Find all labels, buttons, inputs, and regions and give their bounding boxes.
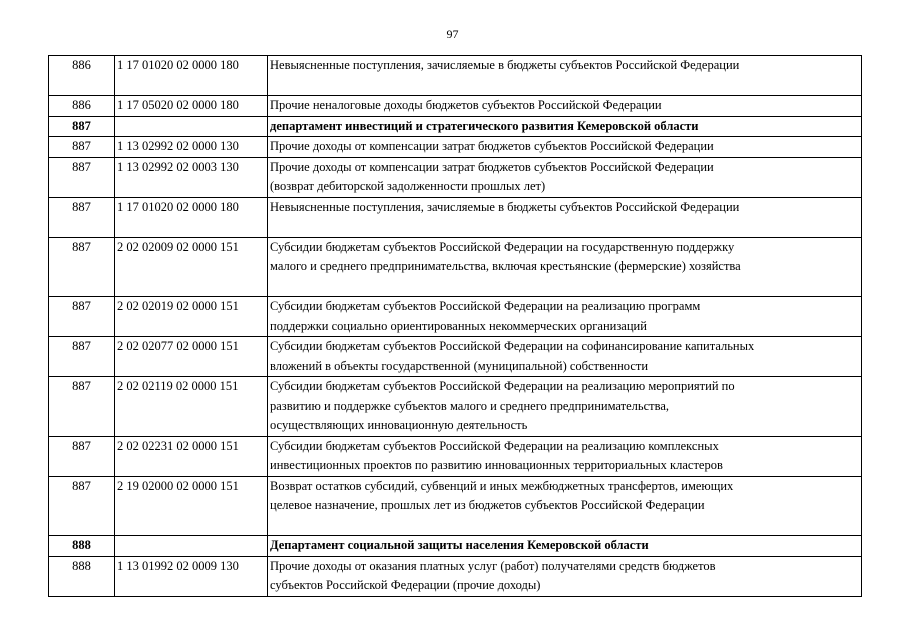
budget-code-cell: 1 13 02992 02 0000 130 <box>115 137 268 158</box>
revenue-name-line: Прочие доходы от компенсации затрат бюджетов субъектов Российской Федерации <box>270 139 714 153</box>
budget-code-cell: 2 02 02077 02 0000 151 <box>115 337 268 377</box>
revenue-name-line: малого и среднего предпринимательства, включая крестьянские (фермерские) хозяйства <box>270 259 741 273</box>
revenue-name-line: поддержки социально ориентированных некоммерческих организаций <box>270 318 647 333</box>
revenue-name-line <box>270 76 859 96</box>
revenue-name-line: субъектов Российской Федерации (прочие доходы) <box>270 578 541 592</box>
revenue-name-cell <box>268 197 862 237</box>
revenue-name-cell <box>268 436 862 476</box>
revenue-name-cell <box>268 337 862 377</box>
revenue-name-line: (возврат дебиторской задолженности прошлых лет) <box>270 179 546 193</box>
budget-code-cell: 2 02 02009 02 0000 151 <box>115 237 268 297</box>
revenue-name-cell <box>268 137 862 158</box>
table-row <box>49 96 862 117</box>
admin-code-cell: 887 <box>49 377 115 437</box>
budget-code-cell: 1 17 01020 02 0000 180 <box>115 197 268 237</box>
budget-code-cell: 2 02 02231 02 0000 151 <box>115 436 268 476</box>
revenue-name-cell <box>268 536 862 557</box>
revenue-name-line: Субсидии бюджетам субъектов Российской Федерации на реализацию программ <box>270 299 701 313</box>
revenue-name-cell <box>268 556 862 596</box>
admin-code-cell: 887 <box>49 237 115 297</box>
admin-code-cell: 886 <box>49 96 115 117</box>
budget-code-cell: 1 17 05020 02 0000 180 <box>115 96 268 117</box>
revenue-name-cell <box>268 116 862 137</box>
revenue-name-line <box>270 217 859 237</box>
revenue-name-cell <box>268 56 862 96</box>
table-row <box>49 436 862 476</box>
revenue-name-cell <box>268 297 862 337</box>
revenue-name-line: Субсидии бюджетам субъектов Российской Федерации на государственную поддержку <box>270 239 735 254</box>
revenue-name-cell <box>268 96 862 117</box>
budget-code-cell <box>115 116 268 137</box>
budget-code-cell: 1 13 02992 02 0003 130 <box>115 157 268 197</box>
revenue-name-cell <box>268 377 862 437</box>
admin-code-cell: 888 <box>49 536 115 557</box>
revenue-name-line: Субсидии бюджетам субъектов Российской Федерации на софинансирование капитальных <box>270 339 755 353</box>
revenue-name-line: вложений в объекты государственной (муниципальной) собственности <box>270 358 649 373</box>
budget-code-cell: 1 13 01992 02 0009 130 <box>115 556 268 596</box>
table-row <box>49 237 862 297</box>
admin-code-cell: 887 <box>49 137 115 158</box>
table-row <box>49 197 862 237</box>
section-header-row <box>49 536 862 557</box>
revenue-name-cell <box>268 476 862 536</box>
budget-code-cell: 2 02 02119 02 0000 151 <box>115 377 268 437</box>
table-row <box>49 556 862 596</box>
table-body <box>49 56 862 597</box>
admin-code-cell: 887 <box>49 476 115 536</box>
admin-code-cell: 887 <box>49 197 115 237</box>
revenue-name-line: Невыясненные поступления, зачисляемые в бюджеты субъектов Российской Федерации <box>270 58 740 72</box>
revenue-name-line: Невыясненные поступления, зачисляемые в бюджеты субъектов Российской Федерации <box>270 199 740 214</box>
revenue-name-line: департамент инвестиций и стратегического развития Кемеровской области <box>270 118 699 133</box>
revenue-name-line: Департамент социальной защиты населения Кемеровской области <box>270 538 649 552</box>
budget-classification-table <box>48 55 862 597</box>
admin-code-cell: 886 <box>49 56 115 96</box>
table-row <box>49 157 862 197</box>
revenue-name-line: Возврат остатков субсидий, субвенций и иных межбюджетных трансфертов, имеющих <box>270 478 734 493</box>
admin-code-cell: 887 <box>49 297 115 337</box>
table-row <box>49 337 862 377</box>
revenue-name-line: Прочие неналоговые доходы бюджетов субъектов Российской Федерации <box>270 98 662 112</box>
admin-code-cell: 888 <box>49 556 115 596</box>
table-row <box>49 56 862 96</box>
revenue-name-line: Субсидии бюджетам субъектов Российской Федерации на реализацию комплексных <box>270 438 719 453</box>
table-row <box>49 476 862 536</box>
admin-code-cell: 887 <box>49 116 115 137</box>
section-header-row <box>49 116 862 137</box>
budget-code-cell <box>115 536 268 557</box>
table-row <box>49 377 862 437</box>
table-row <box>49 297 862 337</box>
revenue-name-line: развитию и поддержке субъектов малого и среднего предпринимательства, <box>270 398 669 413</box>
revenue-name-line: осуществляющих инновационную деятельность <box>270 418 528 432</box>
admin-code-cell: 887 <box>49 337 115 377</box>
revenue-name-line: инвестиционных проектов по развитию инновационных территориальных кластеров <box>270 458 723 472</box>
revenue-name-line: Субсидии бюджетам субъектов Российской Федерации на реализацию мероприятий по <box>270 379 735 393</box>
revenue-name-line: Прочие доходы от оказания платных услуг (работ) получателями средств бюджетов <box>270 558 716 573</box>
admin-code-cell: 887 <box>49 157 115 197</box>
revenue-name-line <box>270 516 859 536</box>
budget-code-cell: 2 19 02000 02 0000 151 <box>115 476 268 536</box>
revenue-name-line: целевое назначение, прошлых лет из бюджетов субъектов Российской Федерации <box>270 498 705 512</box>
revenue-name-cell <box>268 157 862 197</box>
budget-code-cell: 1 17 01020 02 0000 180 <box>115 56 268 96</box>
revenue-name-line <box>270 277 859 297</box>
revenue-name-line: Прочие доходы от компенсации затрат бюджетов субъектов Российской Федерации <box>270 159 714 174</box>
page-number: 97 <box>446 27 459 41</box>
admin-code-cell: 887 <box>49 436 115 476</box>
revenue-name-cell <box>268 237 862 297</box>
budget-code-cell: 2 02 02019 02 0000 151 <box>115 297 268 337</box>
table-row <box>49 137 862 158</box>
